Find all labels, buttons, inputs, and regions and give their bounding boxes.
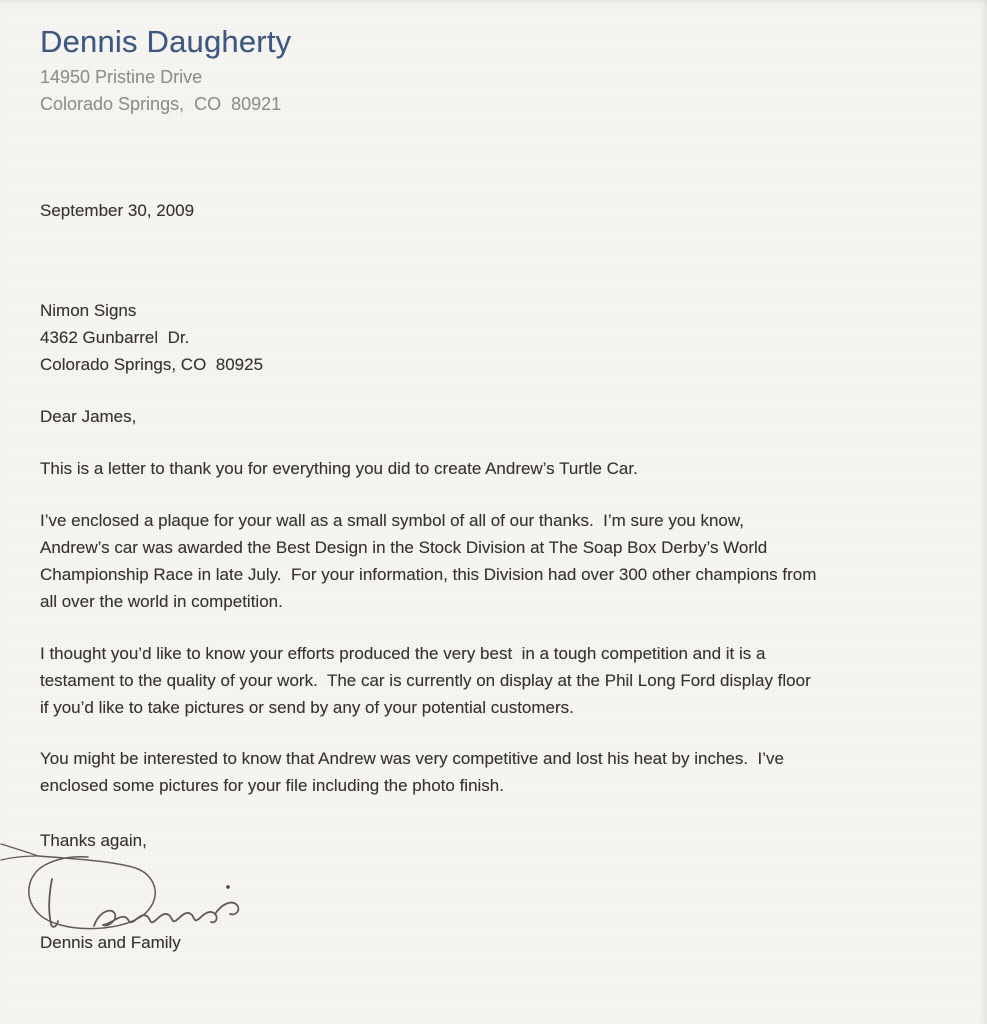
sender-address	[40, 64, 281, 118]
signoff: Dennis and Family	[40, 933, 181, 952]
recipient-city: Colorado Springs, CO 80925	[40, 355, 264, 374]
body-paragraph-1: This is a letter to thank you for everything you did to create Andrew’s Turtle Car.	[40, 459, 638, 478]
sender-address-line-1: 14950 Pristine Drive	[40, 67, 203, 87]
recipient-street: 4362 Gunbarrel Dr.	[40, 328, 190, 347]
closing: Thanks again,	[40, 831, 147, 850]
recipient-name: Nimon Signs	[40, 301, 137, 320]
sender-name: Dennis Daugherty	[40, 24, 292, 59]
body-paragraph-3: I thought you’d like to know your efforts produced the very best in a tough competition and it is a testament to the quality of your work. The car is currently on display at the Phil Long Ford display floor if you’d like to take pictures or send by any of your potential customers.	[40, 644, 811, 717]
body-paragraph-4: You might be interested to know that Andrew was very competitive and lost his heat by inches. I’ve enclosed some pictures for your file including the photo finish.	[40, 749, 784, 795]
recipient-address	[40, 297, 263, 378]
signature-i-dot	[226, 885, 230, 889]
letter-date: September 30, 2009	[40, 201, 195, 220]
sender-address-line-2: Colorado Springs, CO 80921	[40, 94, 282, 114]
body-paragraph-2: I’ve enclosed a plaque for your wall as a small symbol of all of our thanks. I’m sure you know, Andrew’s car was awarded the Best Design in the Stock Division at The Soap Box Derby’s World Championship Race in late July. For your information, this Division had over 300 other champions from all over the world in competition.	[40, 511, 817, 611]
signature-ink-strokes	[1, 844, 238, 929]
salutation: Dear James,	[40, 407, 137, 426]
